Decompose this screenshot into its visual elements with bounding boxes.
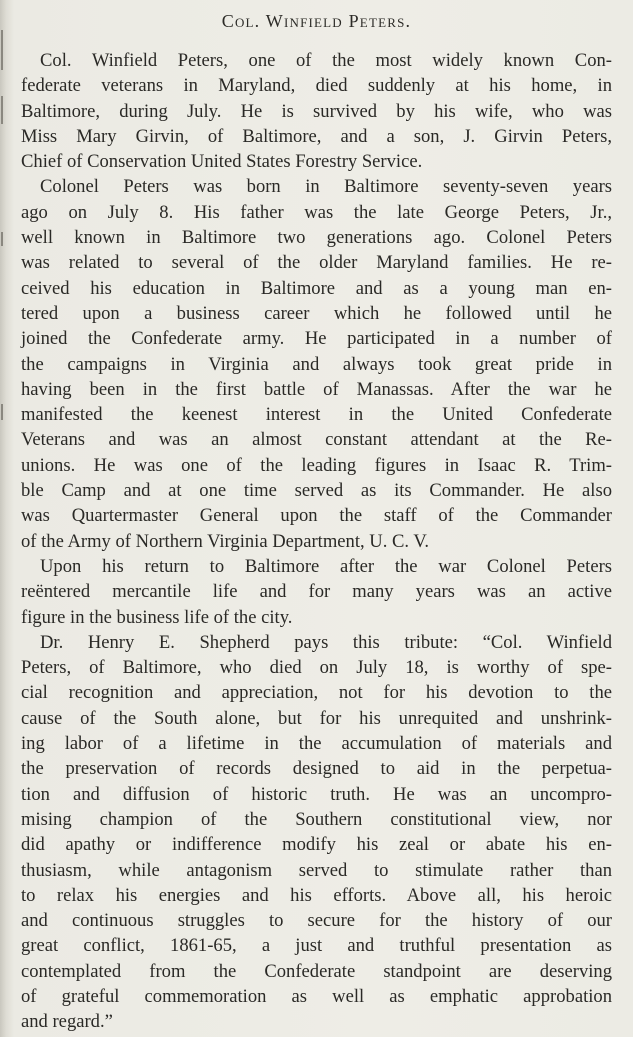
text-line: of the Army of Northern Virginia Department, U. C. V. — [21, 530, 430, 552]
paragraph — [21, 554, 633, 630]
text-line: federate veterans in Maryland, died suddenly at his home, in — [21, 75, 612, 97]
text-line: of grateful commemoration as well as emphatic approbation — [21, 985, 612, 1007]
text-line: ceived his education in Baltimore and as a young man en- — [21, 277, 612, 299]
paragraph — [21, 174, 633, 553]
paragraph — [21, 630, 633, 1035]
text-line: Upon his return to Baltimore after the war Colonel Peters — [40, 555, 612, 577]
text-line: unions. He was one of the leading figures in Isaac R. Trim- — [21, 454, 612, 476]
text-line: Baltimore, during July. He is survived by his wife, who was — [21, 100, 612, 122]
text-line: well known in Baltimore two generations ago. Colonel Peters — [21, 227, 612, 249]
text-line: was Quartermaster General upon the staff of the Commander — [21, 505, 612, 527]
text-line: tered upon a business career which he followed until he — [21, 302, 612, 324]
text-line: Veterans and was an almost constant attendant at the Re- — [21, 429, 612, 451]
text-line: ble Camp and at one time served as its Commander. He also — [21, 480, 612, 502]
paragraph — [21, 48, 633, 174]
text-line: to relax his energies and his efforts. Above all, his heroic — [21, 884, 612, 906]
text-line: and continuous struggles to secure for the history of our — [21, 910, 612, 932]
text-line: great conflict, 1861-65, a just and truthful presentation as — [21, 935, 612, 957]
text-line: Peters, of Baltimore, who died on July 18, is worthy of spe- — [21, 657, 612, 679]
text-line: manifested the keenest interest in the United Confederate — [21, 404, 612, 426]
page-edge-mark — [1, 232, 3, 246]
text-line: was related to several of the older Maryland families. He re- — [21, 252, 612, 274]
text-line: cause of the South alone, but for his unrequited and unshrink- — [21, 707, 612, 729]
text-line: joined the Confederate army. He participated in a number of — [21, 328, 612, 350]
text-line: did apathy or indifference modify his zeal or abate his en- — [21, 834, 612, 856]
text-line: ing labor of a lifetime in the accumulation of materials and — [21, 733, 612, 755]
article-title: Col. Winfield Peters. — [221, 11, 412, 31]
text-line: Col. Winfield Peters, one of the most widely known Con- — [40, 50, 612, 71]
text-line: contemplated from the Confederate standpoint are deserving — [21, 960, 612, 982]
page-edge-mark — [1, 30, 3, 70]
text-line: reëntered mercantile life and for many years was an active — [21, 581, 612, 603]
text-line: Dr. Henry E. Shepherd pays this tribute: “Col. Winfield — [40, 631, 612, 653]
text-line: cial recognition and appreciation, not for his devotion to the — [21, 682, 612, 704]
text-line: Colonel Peters was born in Baltimore seventy-seven years — [40, 176, 612, 198]
text-line: tion and diffusion of historic truth. He was an uncompro- — [21, 783, 612, 805]
text-line: ago on July 8. His father was the late George Peters, Jr., — [21, 201, 612, 223]
text-line: having been in the first battle of Manassas. After the war he — [21, 378, 612, 400]
page-edge-mark — [1, 404, 3, 420]
text-line: the campaigns in Virginia and always took great pride in — [21, 353, 612, 375]
text-line: mising champion of the Southern constitutional view, nor — [21, 808, 612, 830]
text-line: Chief of Conservation United States Forestry Service. — [21, 151, 423, 173]
text-line: thusiasm, while antagonism served to stimulate rather than — [21, 859, 612, 881]
article-body — [21, 48, 633, 1035]
text-line: and regard.” — [21, 1011, 113, 1033]
text-line: the preservation of records designed to aid in the perpetua- — [21, 758, 612, 780]
page-edge-mark — [1, 96, 3, 124]
text-line: figure in the business life of the city. — [21, 606, 293, 628]
text-line: Miss Mary Girvin, of Baltimore, and a son, J. Girvin Peters, — [21, 125, 612, 147]
